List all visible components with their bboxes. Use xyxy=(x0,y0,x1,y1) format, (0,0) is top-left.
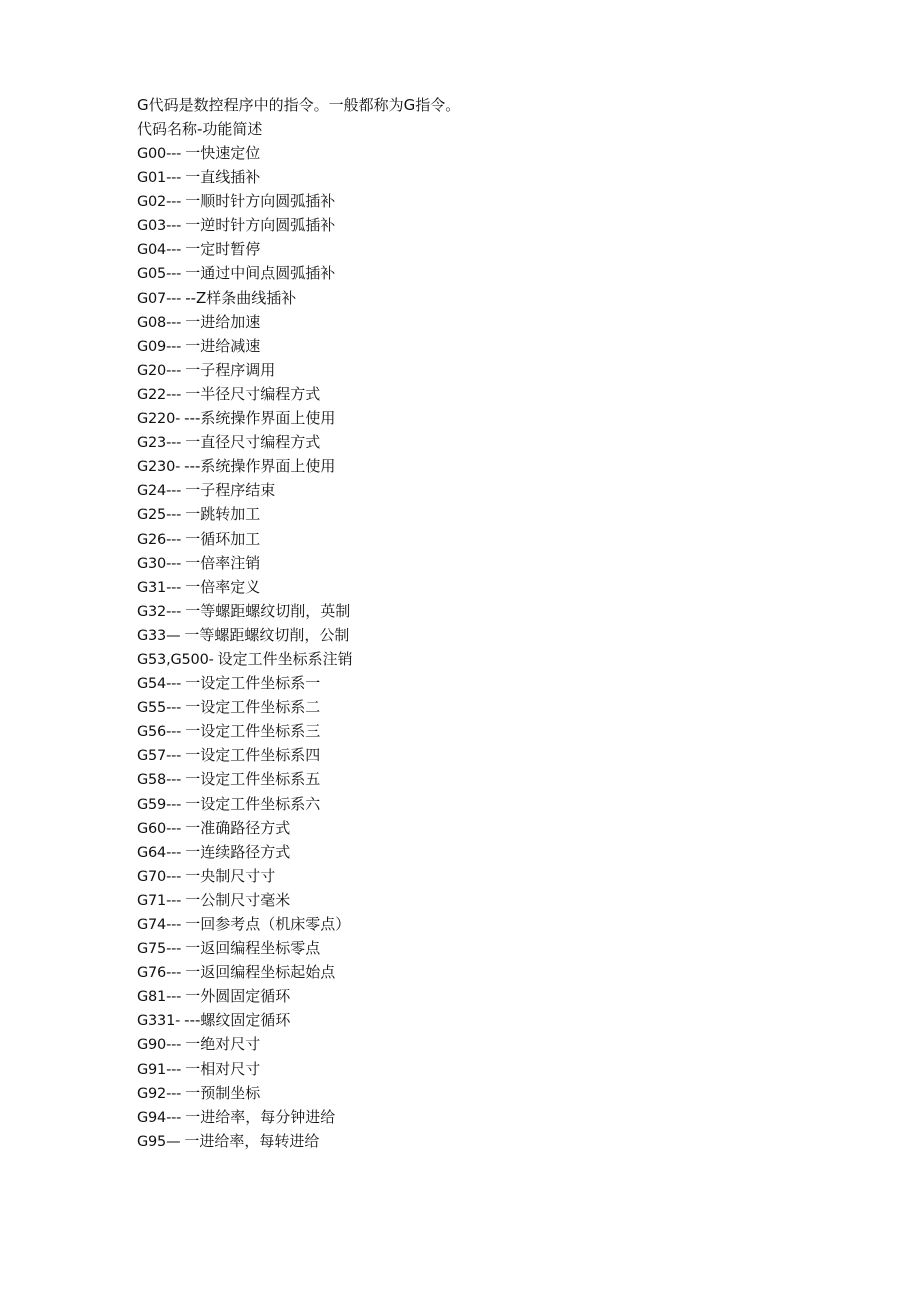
g-code-description: 一快速定位 xyxy=(185,144,261,162)
list-item xyxy=(137,237,797,261)
list-item xyxy=(137,1008,797,1032)
g-code-description: 一相对尺寸 xyxy=(185,1059,261,1078)
g-code-label: G04--- xyxy=(137,242,182,259)
list-item xyxy=(137,261,797,285)
g-code-description: 一逆时针方向圆弧插补 xyxy=(185,216,336,235)
list-item xyxy=(137,599,797,623)
g-code-description: 一半径尺寸编程方式 xyxy=(185,384,321,403)
g-code-description: ---系统操作界面上使用 xyxy=(184,409,336,428)
list-item xyxy=(137,647,797,671)
g-code-description: 一进给率，每分钟进给 xyxy=(185,1107,336,1126)
g-code-label: G220- xyxy=(137,411,181,428)
g-code-description: 一设定工件坐标系六 xyxy=(185,794,321,813)
g-code-label: G58--- xyxy=(137,772,182,789)
g-code-label: G25--- xyxy=(137,507,182,524)
list-header: 代码名称-功能简述 xyxy=(137,120,263,138)
list-item xyxy=(137,1081,797,1105)
list-item xyxy=(137,213,797,237)
g-code-label: G59--- xyxy=(137,796,182,813)
list-item xyxy=(137,792,797,816)
list-item xyxy=(137,478,797,502)
list-item xyxy=(137,888,797,912)
list-item xyxy=(137,189,797,213)
g-code-list xyxy=(137,141,797,1153)
list-item xyxy=(137,864,797,888)
g-code-label: G70--- xyxy=(137,868,182,885)
list-item xyxy=(137,695,797,719)
g-code-label: G20--- xyxy=(137,362,182,379)
g-code-label: G07--- xyxy=(137,290,182,307)
g-code-description: 一回参考点（机床零点） xyxy=(185,915,351,933)
g-code-label: G56--- xyxy=(137,724,182,741)
g-code-label: G00--- xyxy=(137,146,182,162)
g-code-label: G91--- xyxy=(137,1061,182,1078)
g-code-label: G331- xyxy=(137,1013,181,1030)
g-code-description: 一通过中间点圆弧插补 xyxy=(185,264,336,283)
g-code-description: 一外圆固定循环 xyxy=(185,987,291,1006)
g-code-description: 一设定工件坐标系一 xyxy=(185,674,321,693)
g-code-label: G74--- xyxy=(137,917,182,933)
g-code-label: G95— xyxy=(137,1133,181,1150)
list-item xyxy=(137,936,797,960)
g-code-label: G54--- xyxy=(137,676,182,693)
g-code-description: 一进给减速 xyxy=(185,336,261,355)
g-code-description: 一定时暂停 xyxy=(185,240,261,259)
g-code-description: 一子程序调用 xyxy=(185,360,276,379)
list-item xyxy=(137,575,797,599)
g-code-description: 一设定工件坐标系五 xyxy=(185,770,321,789)
list-item xyxy=(137,430,797,454)
list-item xyxy=(137,912,797,936)
g-code-description: 一顺时针方向圆弧插补 xyxy=(185,192,336,211)
g-code-label: G53,G500- xyxy=(137,651,214,668)
g-code-description: 一返回编程坐标起始点 xyxy=(185,963,336,982)
g-code-description: 一进给加速 xyxy=(185,312,261,331)
list-item xyxy=(137,623,797,647)
g-code-label: G64--- xyxy=(137,844,182,861)
list-item xyxy=(137,1105,797,1129)
document-content xyxy=(137,93,797,1153)
list-item xyxy=(137,719,797,743)
list-item xyxy=(137,1129,797,1153)
list-item xyxy=(137,1032,797,1056)
g-code-label: G55--- xyxy=(137,700,182,717)
g-code-description: 一倍率注销 xyxy=(185,553,261,572)
g-code-description: 一等螺距螺纹切削，英制 xyxy=(185,601,351,620)
list-item xyxy=(137,743,797,767)
g-code-label: G60--- xyxy=(137,820,182,837)
g-code-label: G09--- xyxy=(137,338,182,355)
g-code-description: 一等螺距螺纹切削，公制 xyxy=(184,625,350,644)
g-code-label: G02--- xyxy=(137,194,182,211)
list-item xyxy=(137,141,797,165)
g-code-description: 一直线插补 xyxy=(185,168,261,187)
g-code-label: G230- xyxy=(137,459,181,476)
g-code-label: G76--- xyxy=(137,965,182,982)
g-code-label: G24--- xyxy=(137,483,182,500)
g-code-description: 一央制尺寸寸 xyxy=(185,866,276,885)
g-code-description: ---螺纹固定循环 xyxy=(184,1011,291,1030)
list-item xyxy=(137,454,797,478)
g-code-label: G05--- xyxy=(137,266,182,283)
g-code-description: 一循环加工 xyxy=(185,529,261,548)
g-code-label: G75--- xyxy=(137,941,182,958)
g-code-label: G90--- xyxy=(137,1037,182,1054)
g-code-description: 设定工件坐标系注销 xyxy=(217,649,353,668)
g-code-description: 一跳转加工 xyxy=(185,505,261,524)
g-code-description: --Z样条曲线插补 xyxy=(185,288,297,307)
g-code-label: G92--- xyxy=(137,1085,182,1102)
list-item xyxy=(137,767,797,791)
g-code-description: ---系统操作界面上使用 xyxy=(184,457,336,476)
g-code-label: G01--- xyxy=(137,170,182,187)
list-item xyxy=(137,382,797,406)
g-code-description: 一预制坐标 xyxy=(185,1083,261,1102)
g-code-label: G71--- xyxy=(137,892,182,909)
g-code-label: G32--- xyxy=(137,603,182,620)
g-code-description: 一绝对尺寸 xyxy=(185,1035,261,1054)
list-item xyxy=(137,310,797,334)
g-code-description: 一公制尺寸毫米 xyxy=(185,890,291,909)
list-item xyxy=(137,1057,797,1081)
g-code-description: 一子程序结束 xyxy=(185,481,276,500)
list-item xyxy=(137,671,797,695)
g-code-label: G23--- xyxy=(137,435,182,452)
list-item xyxy=(137,502,797,526)
g-code-label: G31--- xyxy=(137,579,182,596)
g-code-label: G30--- xyxy=(137,555,182,572)
g-code-label: G03--- xyxy=(137,218,182,235)
g-code-label: G22--- xyxy=(137,386,182,403)
g-code-label: G33— xyxy=(137,627,181,644)
list-item xyxy=(137,840,797,864)
list-item xyxy=(137,334,797,358)
g-code-description: 一进给率，每转进给 xyxy=(184,1131,320,1150)
list-item xyxy=(137,358,797,382)
list-item xyxy=(137,816,797,840)
g-code-label: G81--- xyxy=(137,989,182,1006)
g-code-description: 一倍率定义 xyxy=(185,577,261,596)
g-code-description: 一返回编程坐标零点 xyxy=(185,939,321,958)
g-code-label: G26--- xyxy=(137,531,182,548)
intro-text: G代码是数控程序中的指令。一般都称为G指令。 xyxy=(137,96,461,114)
list-item xyxy=(137,286,797,310)
list-item xyxy=(137,551,797,575)
g-code-label: G94--- xyxy=(137,1109,182,1126)
g-code-description: 一直径尺寸编程方式 xyxy=(185,433,321,452)
g-code-description: 一准确路径方式 xyxy=(185,818,291,837)
g-code-label: G08--- xyxy=(137,314,182,331)
list-item xyxy=(137,165,797,189)
list-item xyxy=(137,527,797,551)
g-code-description: 一设定工件坐标系三 xyxy=(185,722,321,741)
g-code-label: G57--- xyxy=(137,748,182,765)
g-code-description: 一设定工件坐标系四 xyxy=(185,746,321,765)
g-code-description: 一连续路径方式 xyxy=(185,842,291,861)
list-item xyxy=(137,406,797,430)
list-item xyxy=(137,960,797,984)
g-code-description: 一设定工件坐标系二 xyxy=(185,698,321,717)
list-item xyxy=(137,984,797,1008)
